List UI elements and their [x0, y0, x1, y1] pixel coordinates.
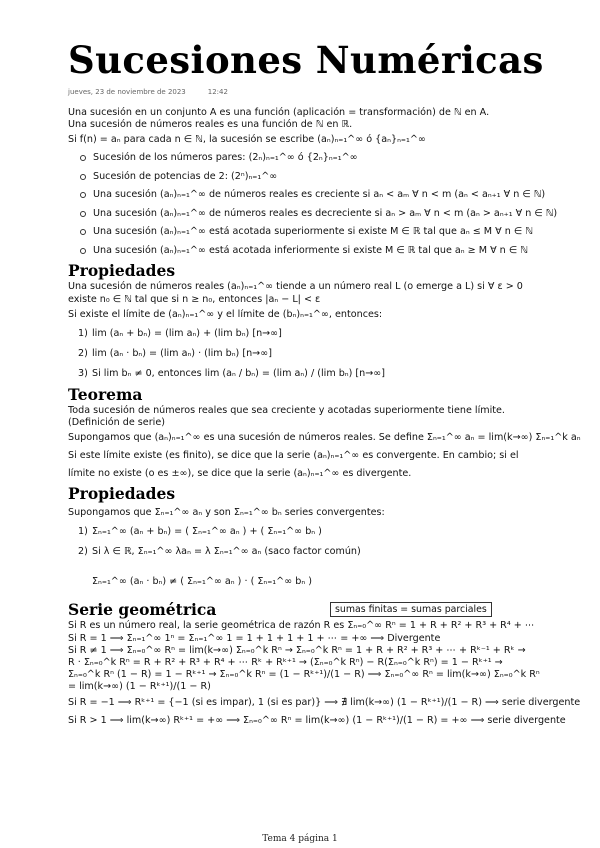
- item-number: 1): [78, 526, 88, 538]
- item-number: 2): [78, 546, 88, 558]
- list-item: Sucesión de potencias de 2: (2ⁿ)ₙ₌₁^∞: [79, 168, 548, 187]
- paragraph: (Definición de serie): [68, 417, 165, 429]
- formula-line: Si R > 1 ⟹ lim(k→∞) Rᵏ⁺¹ = +∞ ⟹ Σₙ₌₀^∞ Rⁿ = lim(k→∞) (1 − Rᵏ⁺¹)/(1 − R) = +∞ ⟹ serie divergente: [68, 714, 566, 726]
- item-number: 2): [78, 347, 88, 359]
- section-heading-propiedades: Propiedades: [68, 261, 176, 281]
- note-time: 12:42: [207, 88, 228, 96]
- document-body: [68, 107, 581, 730]
- intro-line: Si f(n) = aₙ para cada n ∈ ℕ, la sucesión se escribe (aₙ)ₙ₌₁^∞ ó {aₙ}ₙ₌₁^∞: [68, 134, 426, 146]
- paragraph: Si este límite existe (es finito), se dice que la serie (aₙ)ₙ₌₁^∞ es convergente. En cambio; si el límite no existe (o es ±∞), se dice que la serie (aₙ)ₙ₌₁^∞ es divergente.: [68, 450, 519, 480]
- section-heading-propiedades-series: Propiedades: [68, 484, 176, 504]
- intro-line: Una sucesión en un conjunto A es una función (aplicación = transformación) de ℕ en A.: [68, 107, 490, 118]
- list-item: [78, 542, 548, 562]
- paragraph: Supongamos que (aₙ)ₙ₌₁^∞ es una sucesión de números reales. Se define Σₙ₌₁^∞ aₙ = lim(k→∞) Σₙ₌₁^k aₙ: [68, 432, 581, 444]
- list-item: [78, 364, 548, 384]
- formula-line: Si R = −1 ⟹ Rᵏ⁺¹ = {−1 (si es impar), 1 (si es par)} ⟹ ∄ lim(k→∞) (1 − Rᵏ⁺¹)/(1 − R) ⟹ serie divergente: [68, 696, 581, 708]
- paragraph: Toda sucesión de números reales que sea creciente y acotadas superiormente tiene límite.: [68, 404, 505, 416]
- section-heading-serie-geometrica: Serie geométrica: [68, 600, 217, 620]
- section-heading-teorema: Teorema: [68, 384, 143, 404]
- examples-list: [68, 149, 558, 260]
- paragraph: Supongamos que Σₙ₌₁^∞ aₙ y son Σₙ₌₁^∞ bₙ series convergentes:: [68, 507, 385, 519]
- item-text: lim (aₙ · bₙ) = (lim aₙ) · (lim bₙ) [n→∞]: [92, 347, 272, 359]
- page-title: Sucesiones Numéricas: [68, 38, 544, 82]
- list-item: Una sucesión (aₙ)ₙ₌₁^∞ de números reales es decreciente si aₙ > aₘ ∀ n < m (aₙ > aₙ₊₁ ∀ n ∈ ℕ): [79, 205, 548, 224]
- formula-line: Si R = 1 ⟹ Σₙ₌₁^∞ 1ⁿ = Σₙ₌₁^∞ 1 = 1 + 1 + 1 + 1 + ⋯ = +∞ ⟹ Divergente: [68, 632, 441, 644]
- formula-line: Σₙ₌₀^k Rⁿ (1 − R) = 1 − Rᵏ⁺¹ → Σₙ₌₀^k Rⁿ = (1 − Rᵏ⁺¹)/(1 − R) ⟹ Σₙ₌₀^∞ Rⁿ = lim(k→∞) Σₙ₌₀^k Rⁿ = lim(k→∞) (1 − Rᵏ⁺¹)/(1 − R): [68, 669, 540, 693]
- formula-line: R · Σₙ₌₀^k Rⁿ = R + R² + R³ + R⁴ + ⋯ Rᵏ + Rᵏ⁺¹ → (Σₙ₌₀^k Rⁿ) − R(Σₙ₌₀^k Rⁿ) = 1 − Rᵏ⁺¹ →: [68, 657, 503, 669]
- note-date: jueves, 23 de noviembre de 2023: [68, 88, 186, 96]
- serie-header-row: [68, 600, 548, 620]
- intro-line: Una sucesión de números reales es una función de ℕ en ℝ.: [68, 119, 353, 131]
- list-item: [78, 522, 548, 542]
- formula-line: Si R es un número real, la serie geométrica de razón R es Σₙ₌₀^∞ Rⁿ = 1 + R + R² + R³ + R⁴ + ⋯: [68, 620, 535, 632]
- list-item: Sucesión de los números pares: (2ₙ)ₙ₌₁^∞ ó {2ₙ}ₙ₌₁^∞: [79, 149, 548, 168]
- item-text: Si λ ∈ ℝ, Σₙ₌₁^∞ λaₙ = λ Σₙ₌₁^∞ aₙ (saco factor común): [92, 546, 361, 558]
- list-item: [78, 324, 548, 344]
- limit-properties-list: [68, 324, 548, 384]
- list-item: [78, 344, 548, 364]
- formula-line: Σₙ₌₁^∞ (aₙ · bₙ) ≠ ( Σₙ₌₁^∞ aₙ ) · ( Σₙ₌₁^∞ bₙ ): [92, 575, 312, 587]
- list-item: Una sucesión (aₙ)ₙ₌₁^∞ está acotada inferiormente si existe M ∈ ℝ tal que aₙ ≥ M ∀ n ∈ ℕ: [79, 242, 548, 261]
- item-number: 1): [78, 327, 88, 339]
- item-number: 3): [78, 367, 88, 379]
- paragraph: Una sucesión de números reales (aₙ)ₙ₌₁^∞ tiende a un número real L (o emerge a L) si ∀ ε > 0 existe n₀ ∈ ℕ tal que si n ≥ n₀, entonces |aₙ − L| < ε: [68, 281, 523, 305]
- note-timestamp: [68, 86, 228, 98]
- formula-line: Si R ≠ 1 ⟹ Σₙ₌₀^∞ Rⁿ = lim(k→∞) Σₙ₌₀^k Rⁿ → Σₙ₌₀^k Rⁿ = 1 + R + R² + R³ + ⋯ + Rᵏ⁻¹ + Rᵏ →: [68, 644, 526, 656]
- list-item: Una sucesión (aₙ)ₙ₌₁^∞ de números reales es creciente si aₙ < aₘ ∀ n < m (aₙ < aₙ₊₁ ∀ n ∈ ℕ): [79, 186, 548, 205]
- series-properties-list: [68, 522, 548, 562]
- paragraph: Si existe el límite de (aₙ)ₙ₌₁^∞ y el límite de (bₙ)ₙ₌₁^∞, entonces:: [68, 308, 383, 320]
- item-text: Si lim bₙ ≠ 0, entonces lim (aₙ / bₙ) = (lim aₙ) / (lim bₙ) [n→∞]: [92, 367, 386, 379]
- item-text: lim (aₙ + bₙ) = (lim aₙ) + (lim bₙ) [n→∞]: [92, 327, 282, 339]
- page-footer: Tema 4 página 1: [262, 834, 338, 844]
- list-item: Una sucesión (aₙ)ₙ₌₁^∞ está acotada superiormente si existe M ∈ ℝ tal que aₙ ≤ M ∀ n ∈ ℕ: [79, 223, 548, 242]
- item-text: Σₙ₌₁^∞ (aₙ + bₙ) = ( Σₙ₌₁^∞ aₙ ) + ( Σₙ₌₁^∞ bₙ ): [92, 526, 322, 538]
- boxed-note: sumas finitas = sumas parciales: [330, 602, 492, 617]
